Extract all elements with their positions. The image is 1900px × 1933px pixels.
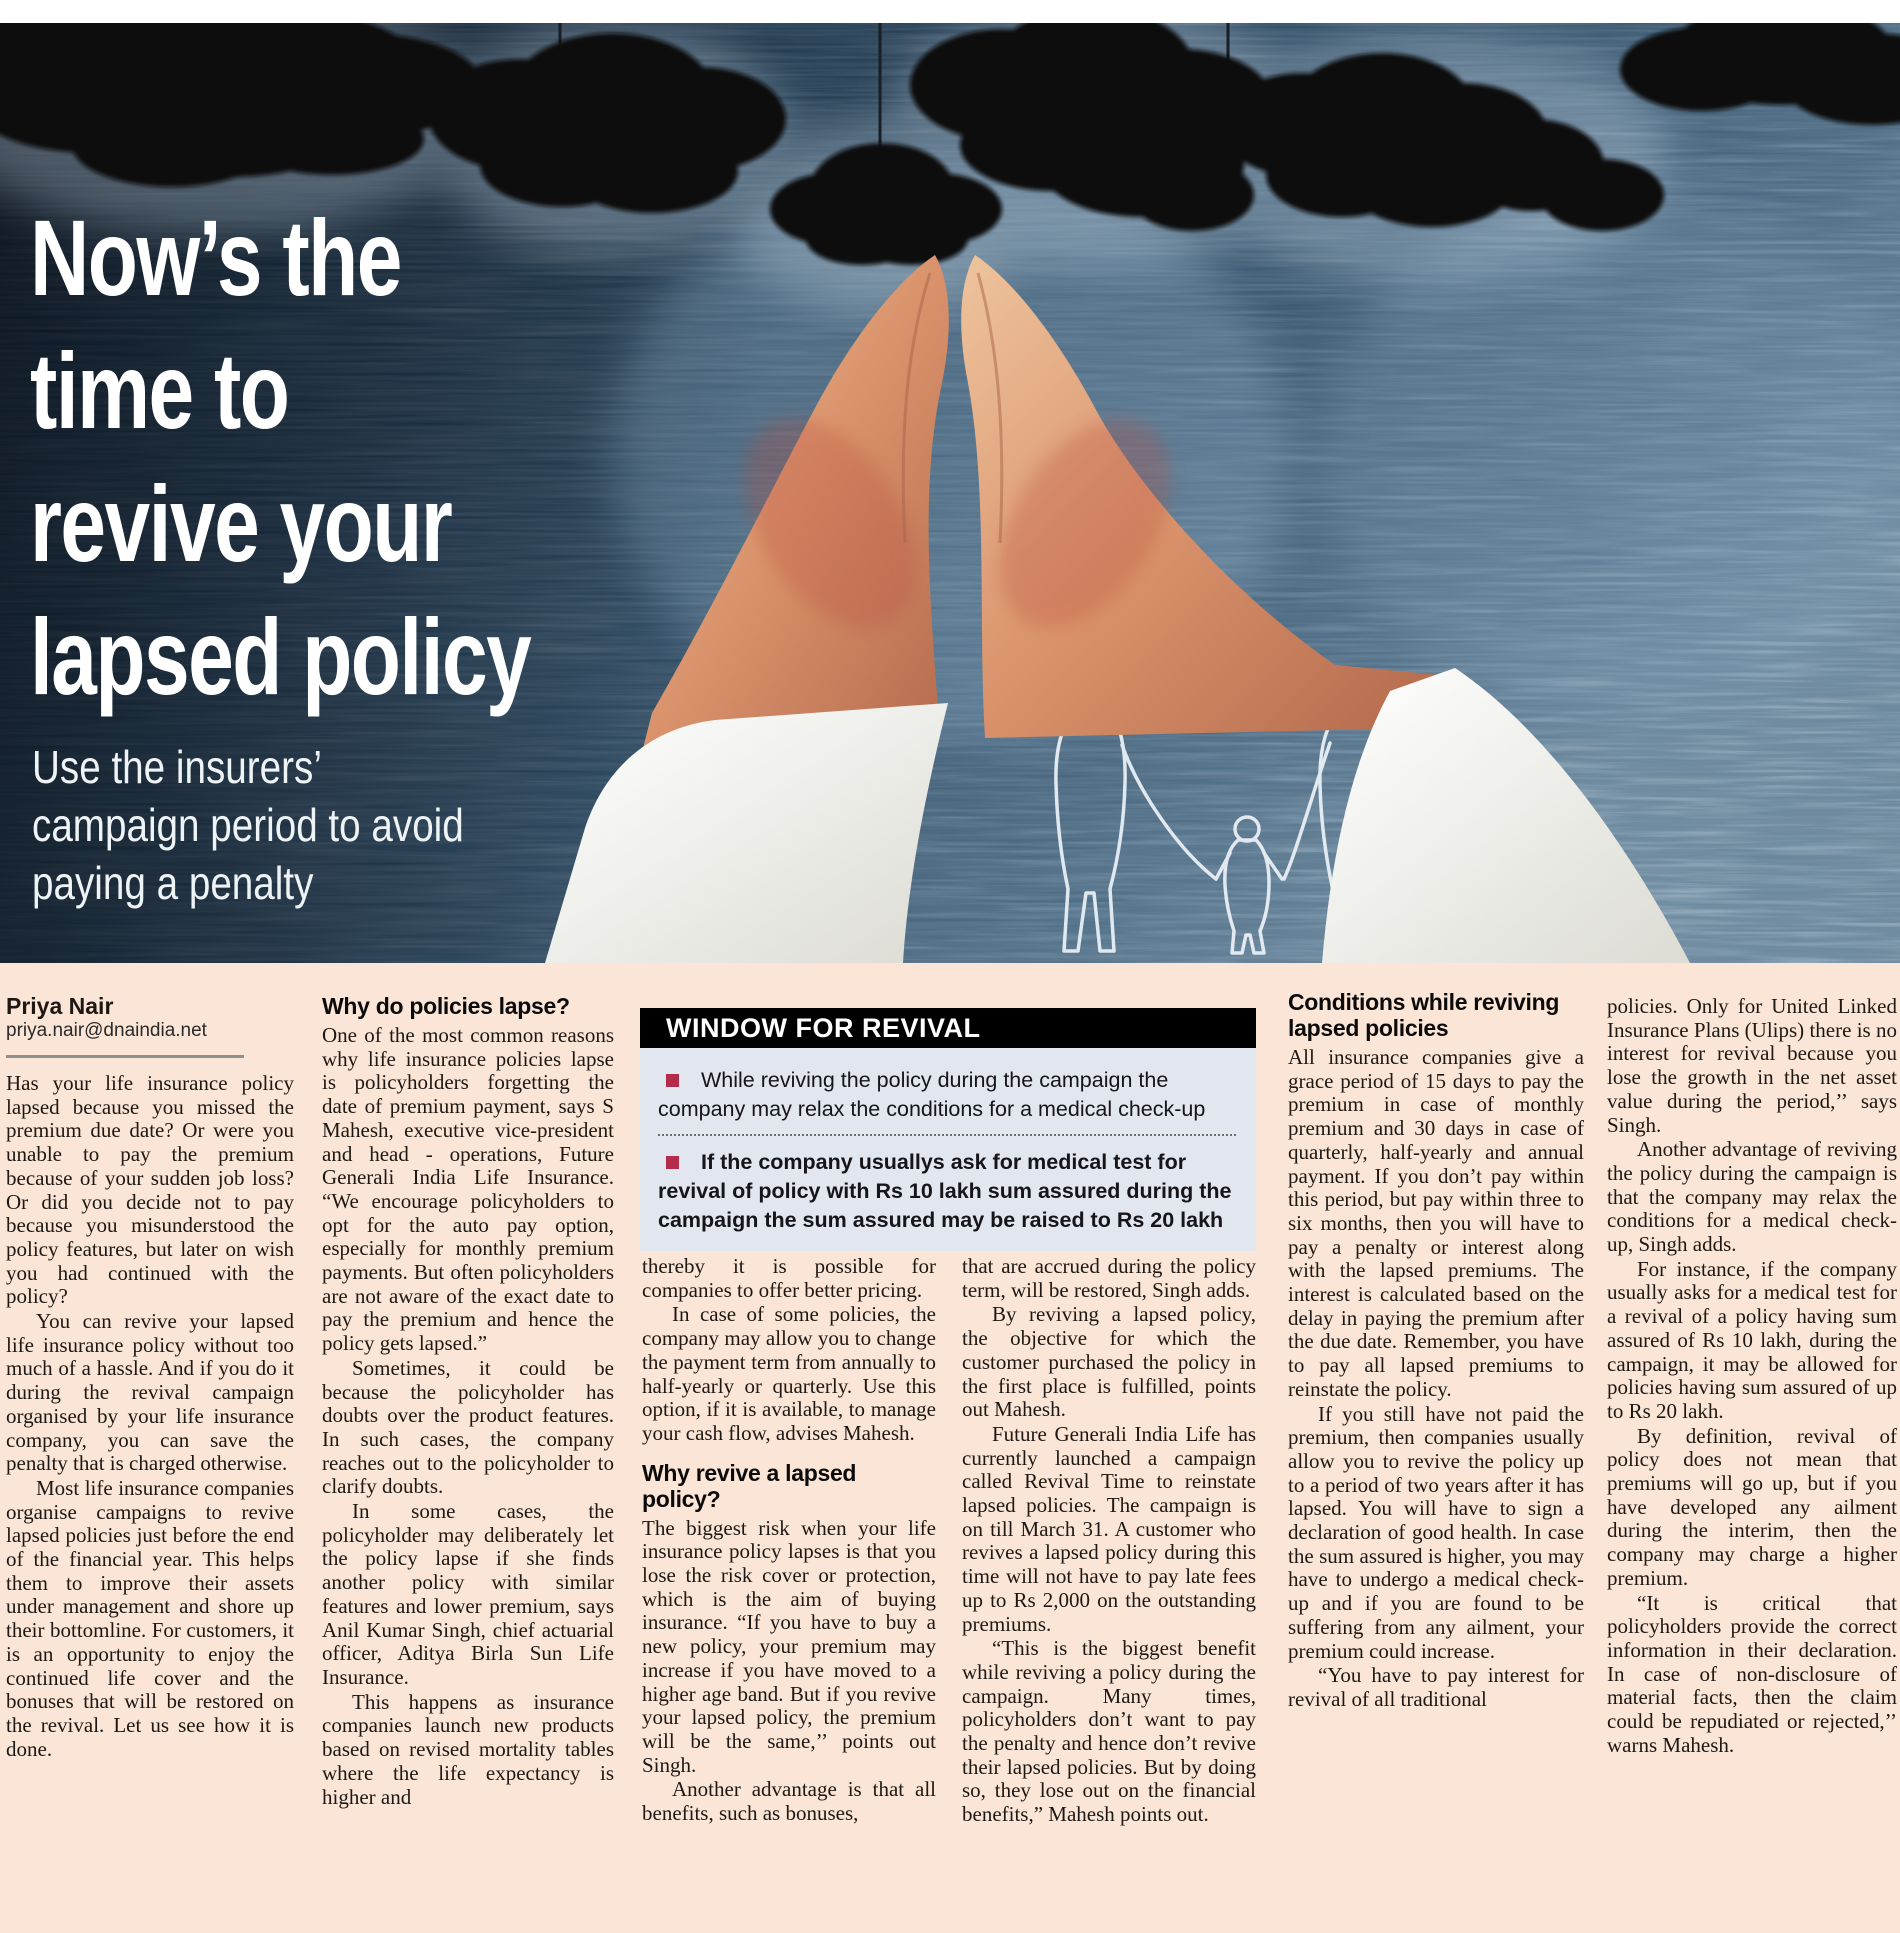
column-3 bbox=[642, 1255, 936, 1827]
section-heading: Why revive a lapsed policy? bbox=[642, 1459, 857, 1512]
paragraph: This happens as insurance companies launch new products based on revised mortality tables where the life expectancy is higher and bbox=[322, 1689, 614, 1809]
standfirst-line: paying a penalty bbox=[32, 857, 314, 909]
paragraph: In some cases, the policyholder may deliberately let the policy lapse if she finds another policy with similar features and lower premium, says Anil Kumar Singh, chief actuarial officer, Aditya Birla Sun Life Insurance. bbox=[322, 1499, 614, 1689]
infobox-bullet-text: While reviving the policy during the campaign the company may relax the conditions for a medical check-up bbox=[658, 1068, 1206, 1121]
hero-photo bbox=[0, 23, 1900, 963]
standfirst-line: campaign period to avoid bbox=[32, 799, 464, 851]
paragraph: Has your life insurance policy lapsed because you missed the premium due date? Or were you unable to pay the premium because of your sudden job loss? Or did you decide not to pay because you misunderstood the policy features, but later on wish you had continued with the policy? bbox=[6, 1071, 294, 1309]
paragraph: You can revive your lapsed life insurance policy without too much of a hassle. And if you do it during the revival campaign organised by your life insurance company, you can save the penalty that is charged otherwise. bbox=[6, 1309, 294, 1476]
article-standfirst bbox=[32, 738, 464, 912]
paragraph: “You have to pay interest for revival of all traditional bbox=[1288, 1663, 1584, 1711]
paragraph: Sometimes, it could be because the policyholder has doubts over the product features. In such cases, the company reaches out to the policyholder to clarify doubts. bbox=[322, 1355, 614, 1499]
bullet-square-icon bbox=[666, 1074, 679, 1087]
infobox-body bbox=[640, 1048, 1256, 1251]
headline-line: revive your bbox=[30, 463, 452, 584]
infobox-bullet-item bbox=[658, 1148, 1236, 1235]
paragraph: If you still have not paid the premium, then companies usually allow you to revive the policy up to a period of two years after it has lapsed. You will have to sign a declaration of good health. In case the sum assured is higher, you may have to undergo a medical check-up and if you are found to be suffering from any ailment, your premium could increase. bbox=[1288, 1401, 1584, 1663]
paragraph: “This is the biggest benefit while reviving a policy during the campaign. Many times, policyholders don’t want to pay the penalty and hence don’t revive their lapsed policies. But by doing so, they lose out on the financial benefits,” Mahesh points out. bbox=[962, 1636, 1256, 1827]
section-heading: Conditions while reviving lapsed policies bbox=[1288, 989, 1560, 1041]
headline-line: time to bbox=[30, 330, 289, 451]
column-1 bbox=[6, 993, 294, 1762]
paragraph: Another advantage of reviving the policy during the campaign is that the company may relax the conditions for a medical check-up, Singh adds. bbox=[1607, 1137, 1897, 1257]
article-headline bbox=[30, 191, 530, 723]
paragraph: Another advantage is that all benefits, such as bonuses, bbox=[642, 1777, 936, 1826]
dotted-divider bbox=[658, 1134, 1236, 1136]
paragraph: “It is critical that policyholders provide the correct information in their declaration. In case of non-disclosure of material facts, then the claim could be repudiated or rejected,’’ warns Mahesh. bbox=[1607, 1590, 1897, 1757]
paragraph: policies. Only for United Linked Insurance Plans (Ulips) there is no interest for revival because you lose the growth in the net asset value during the period,’’ says Singh. bbox=[1607, 994, 1897, 1137]
paragraph: One of the most common reasons why life insurance policies lapse is policyholders forgetting the date of premium payment, says S Mahesh, executive vice-president and head - operations, Future Generali India Life Insurance. “We encourage policyholders to opt for the auto pay option, especially for monthly premium payments. But often policyholders are not aware of the exact date to pay the premium and hence the policy gets lapsed.” bbox=[322, 1023, 614, 1356]
infobox-bullet-item bbox=[658, 1066, 1236, 1124]
paragraph: The biggest risk when your life insurance policy lapses is that you lose the risk cover or protection, which is the aim of buying insurance. “If you have to buy a new policy, your premium may increase if you have moved to a higher age band. But if you revive your lapsed policy, the premium will be the same,’’ points out Singh. bbox=[642, 1515, 936, 1777]
paragraph: All insurance companies give a grace period of 15 days to pay the premium in case of monthly premium and 30 days in case of quarterly, half-yearly and annual payment. If you don’t pay within this period, but pay within three to six months, then you will have to pay a penalty or interest along with the lapsed premiums. The interest is calculated based on the delay in paying the premium after the due date. Remember, you have to pay all lapsed premiums to reinstate the policy. bbox=[1288, 1045, 1584, 1401]
paragraph: By definition, revival of policy does not mean that premiums will go up, but if you have developed any ailment during the interim, then the company may charge a higher premium. bbox=[1607, 1423, 1897, 1590]
paragraph: thereby it is possible for companies to offer better pricing. bbox=[642, 1254, 936, 1302]
standfirst-line: Use the insurers’ bbox=[32, 741, 322, 793]
paragraph: In case of some policies, the company may allow you to change the payment term from annually to half-yearly or quarterly. Use this option, if it is available, to manage your cash flow, advises Mahesh. bbox=[642, 1302, 936, 1445]
paragraph: Most life insurance companies organise campaigns to revive lapsed policies just before the end of the financial year. This helps them to improve their assets under management and shore up their bottomline. For customers, it is an opportunity to enjoy the continued life cover and the bonuses that will be restored on the revival. Let us see how it is done. bbox=[6, 1475, 294, 1761]
paragraph: By reviving a lapsed policy, the objective for which the customer purchased the policy in the first place is fulfilled, points out Mahesh. bbox=[962, 1302, 1256, 1422]
window-for-revival-infobox bbox=[640, 1008, 1256, 1251]
byline-email: priya.nair@dnaindia.net bbox=[6, 1020, 207, 1041]
column-2 bbox=[322, 993, 614, 1810]
byline-author: Priya Nair bbox=[6, 993, 114, 1019]
infobox-title: WINDOW FOR REVIVAL bbox=[640, 1008, 1256, 1048]
headline-line: Now’s the bbox=[30, 197, 401, 318]
column-5 bbox=[1288, 989, 1584, 1713]
paragraph: that are accrued during the policy term, will be restored, Singh adds. bbox=[962, 1254, 1256, 1302]
page-top-margin bbox=[0, 0, 1900, 23]
article-body bbox=[0, 963, 1900, 1933]
bullet-square-icon bbox=[666, 1156, 679, 1169]
section-heading: Why do policies lapse? bbox=[322, 993, 570, 1019]
byline-divider bbox=[6, 1055, 244, 1058]
infobox-bullet-text: If the company usuallys ask for medical test for revival of policy with Rs 10 lakh sum assured during the campaign the sum assured may be raised to Rs 20 lakh bbox=[658, 1150, 1232, 1232]
column-4 bbox=[962, 1255, 1256, 1828]
headline-line: lapsed policy bbox=[30, 596, 531, 717]
paragraph: For instance, if the company usually asks for a medical test for a revival of a policy having sum assured of Rs 10 lakh, during the campaign, it may be allowed for policies having sum assured of up to Rs 20 lakh. bbox=[1607, 1256, 1897, 1423]
paragraph: Future Generali India Life has currently launched a campaign called Revival Time to reinstate lapsed policies. The campaign is on till March 31. A customer who revives a lapsed policy during this time will not have to pay late fees up to Rs 2,000 on the outstanding premiums. bbox=[962, 1421, 1256, 1636]
column-6 bbox=[1607, 995, 1897, 1759]
